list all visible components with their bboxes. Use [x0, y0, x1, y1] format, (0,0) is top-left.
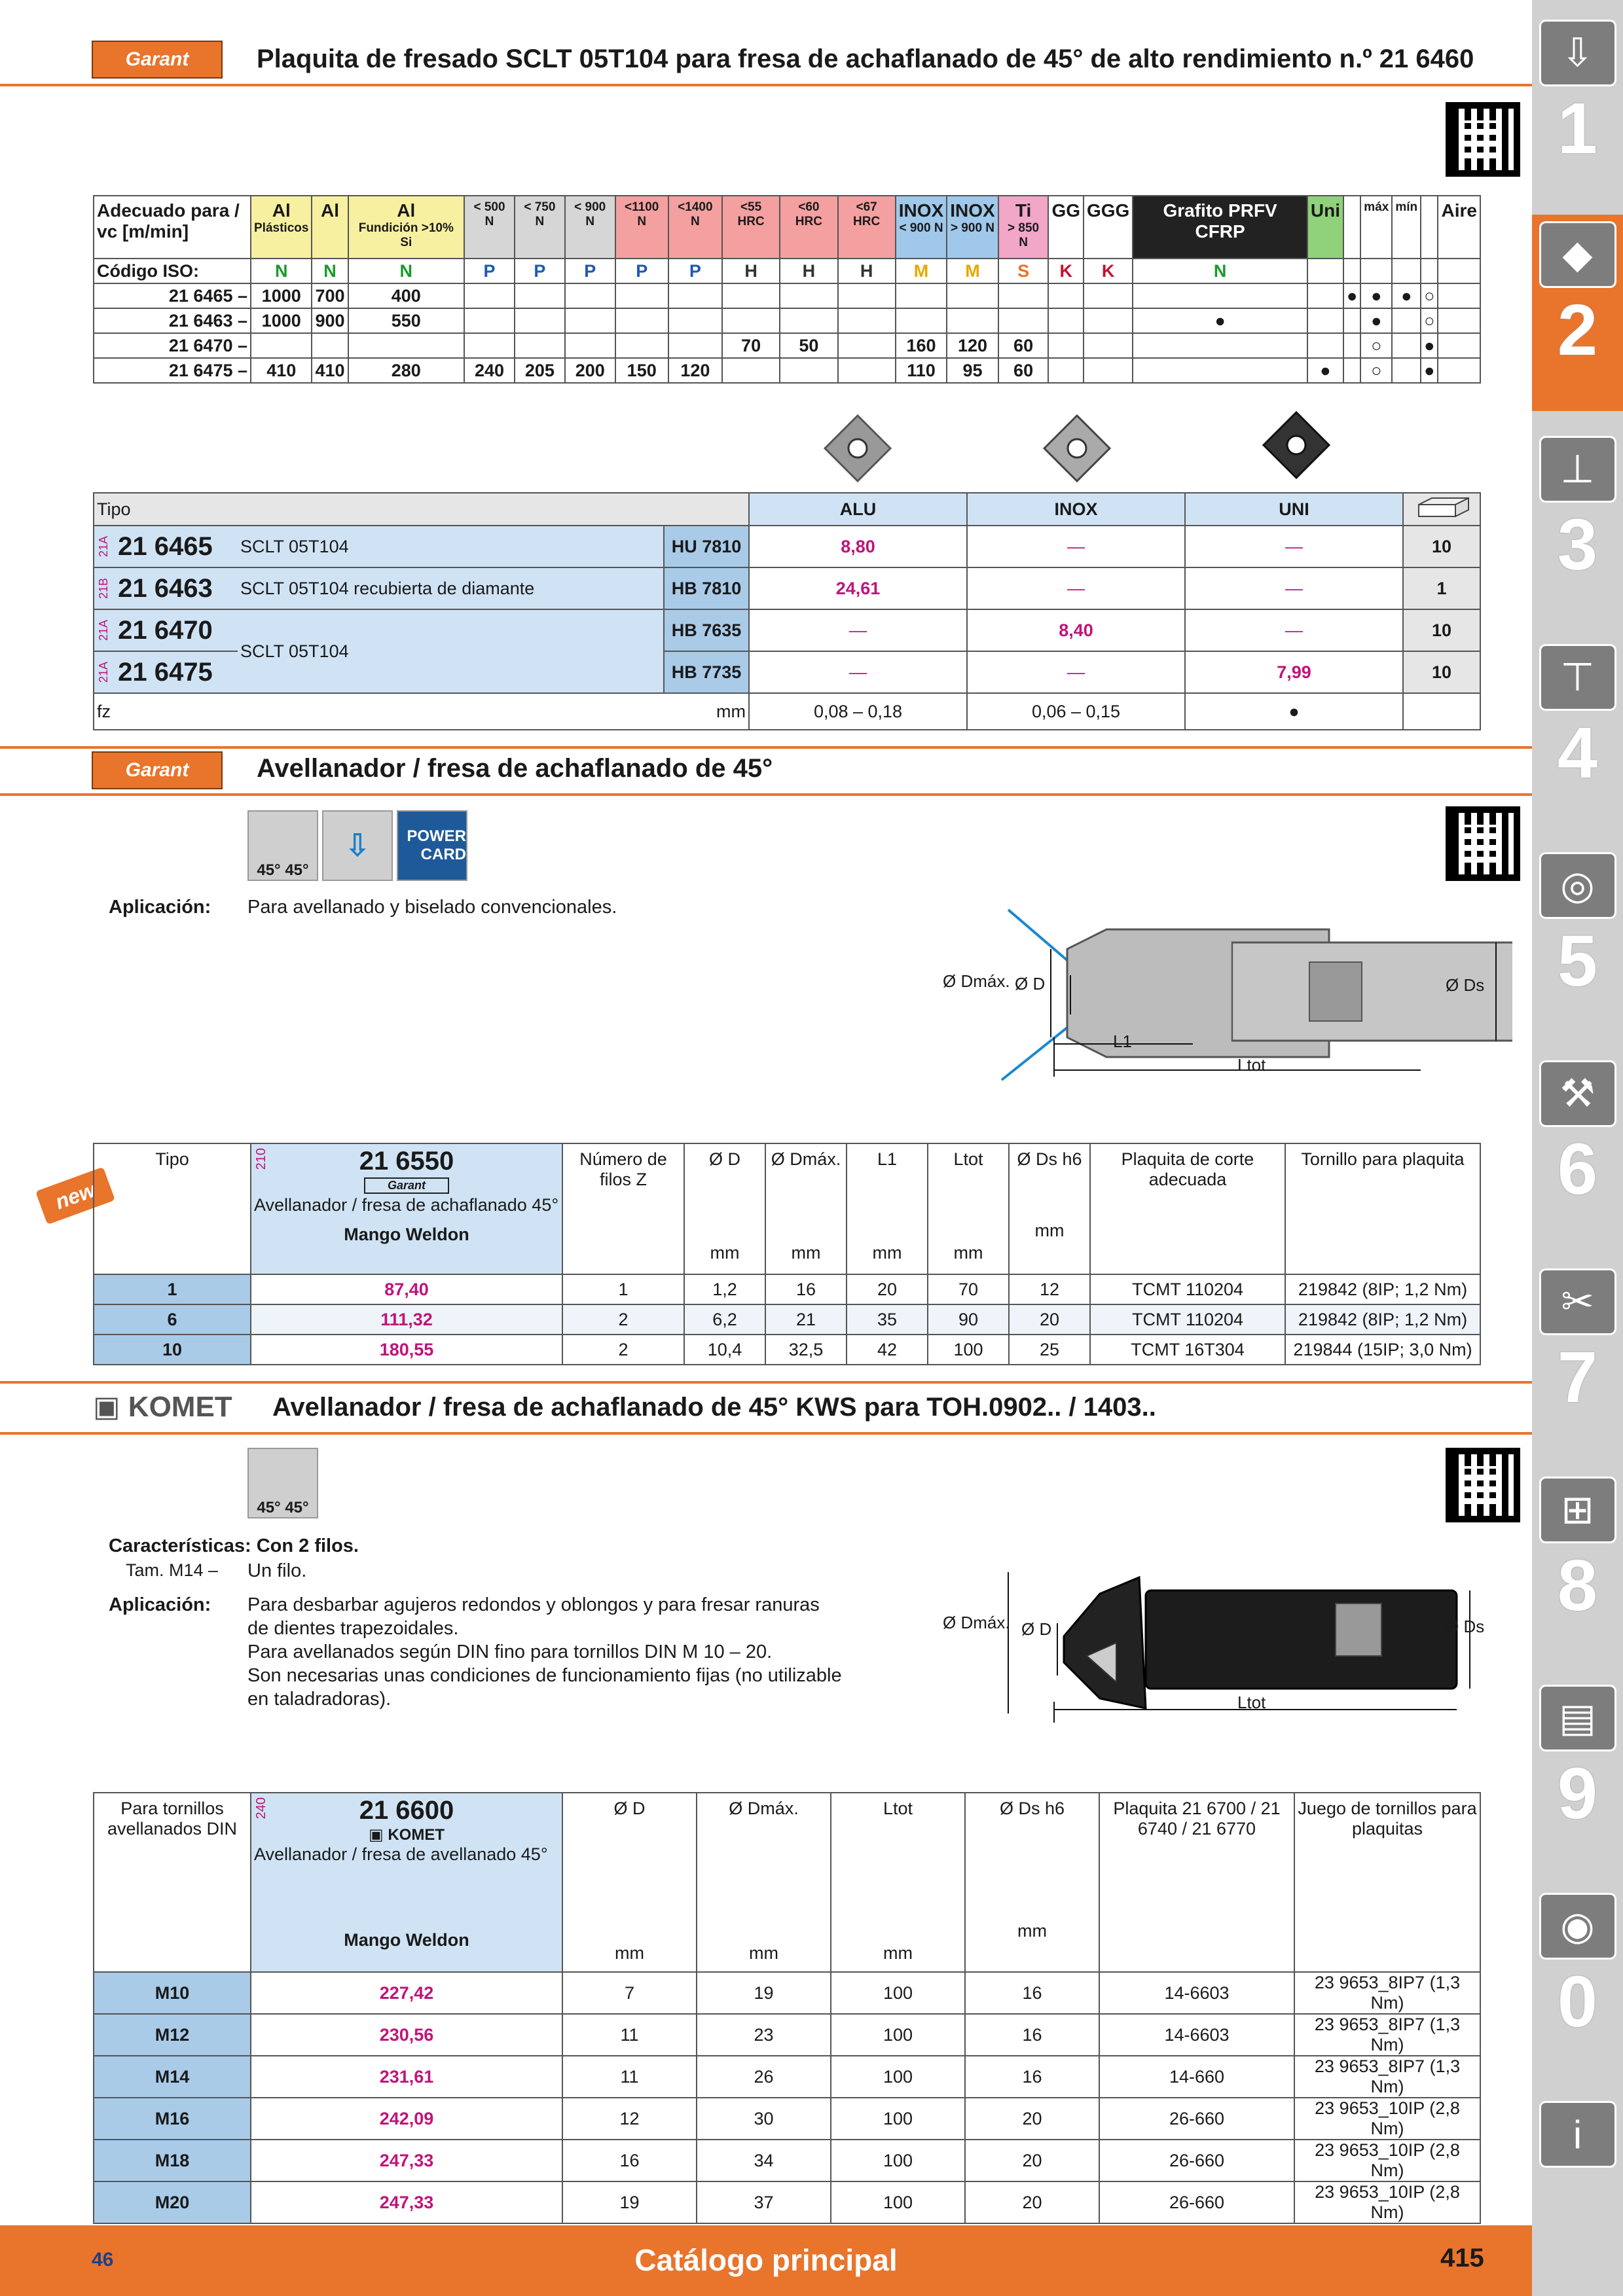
application-text: Para avellanado y biselado convencionales. [247, 897, 617, 918]
safety-icon: ◉ [1539, 1893, 1616, 1960]
chapter-number: 3 [1557, 505, 1598, 585]
col-uni: UNI [1185, 493, 1403, 526]
iso-code: H [838, 259, 896, 283]
section-title-1: Plaquita de fresado SCLT 05T104 para fresa de achaflanado de 45° de alto rendimiento n.º 21 6460 [257, 45, 1474, 73]
iso-code [1392, 259, 1421, 283]
material-row: 21 6463 – 1000 900 550 ● ● ○ [94, 308, 1480, 333]
chapter-tab-3[interactable] [1532, 429, 1623, 619]
l1-label-1: L1 [1113, 1031, 1132, 1051]
iso-code: S [998, 259, 1049, 283]
fz-label: fz [94, 693, 664, 730]
footer-title: Catálogo principal [634, 2243, 898, 2277]
chapter-tab-2[interactable] [1532, 215, 1623, 411]
material-col-12: INOX > 900 N [947, 196, 998, 259]
application-line-2: de dientes trapezoidales. [247, 1618, 459, 1639]
new-badge: new [35, 1167, 115, 1225]
ds-label-2: Ø Ds [1446, 1617, 1485, 1636]
col-para: Para tornillos avellanados DIN [94, 1793, 251, 1972]
caliper-icon: ⊤ [1539, 644, 1616, 711]
chapter-tab-1[interactable] [1532, 13, 1623, 203]
insert-grade: HB 7810 [664, 567, 749, 609]
workbench-icon: ⊞ [1539, 1477, 1616, 1543]
chapter-tab-5[interactable] [1532, 846, 1623, 1035]
iso-code: M [947, 259, 998, 283]
iso-code: H [780, 259, 837, 283]
fz-uni: ● [1185, 693, 1403, 730]
table-row: 6 111,32 2 6,2 21 35 90 20 TCMT 110204 219842 (8IP; 1,2 Nm) [94, 1304, 1480, 1335]
iso-code: N [251, 259, 312, 283]
ds-label-1: Ø Ds [1446, 975, 1485, 995]
material-col-4: < 750 N [515, 196, 565, 259]
box-icon [1403, 493, 1480, 526]
table-row: M16 242,09 12 30 100 20 26-660 23 9653_10IP (2,8 Nm) [94, 2098, 1480, 2140]
material-col-8: <55 HRC [722, 196, 780, 259]
chapter-tab-6[interactable] [1532, 1054, 1623, 1244]
insert-icon: ◆ [1539, 221, 1616, 288]
insert-row: 21B 21 6463 SCLT 05T104 recubierta de diamante HB 7810 24,61 — — 1 [94, 567, 1480, 609]
countersink-drawing [936, 903, 1512, 1086]
material-col-18 [1343, 196, 1360, 259]
drill-icon: ⇩ [1539, 20, 1616, 86]
insert-desc: SCLT 05T104 [238, 609, 664, 693]
chapter-number: 4 [1557, 713, 1598, 793]
page-number-left: 46 [92, 2249, 114, 2270]
material-col-13: Ti > 850 N [998, 196, 1049, 259]
divider [0, 746, 1532, 749]
table-row: 10 180,55 2 10,4 32,5 42 100 25 TCMT 16T304 219844 (15IP; 3,0 Nm) [94, 1335, 1480, 1365]
info-icon: i [1539, 2101, 1616, 2168]
d-label-1: Ø D [1015, 974, 1046, 994]
material-table [93, 195, 1481, 384]
countersink-table: Tipo 210 21 6550 Garant Avellanador / fresa de achaflanado 45° Mango Weldon Número de filos Z Ø D mm Ø Dmáx. mm L1 mm Ltot mm Ø Ds h6 mm Plaquita de corte adecuada Tornillo para plaquita 1 87,40 1 1,2 16 20 70 12 TCMT 110204 219842 (8IP; 1,2 Nm) 6 111,32 2 6,2 21 35 90 20 TCMT 110204 219842 (8IP; 1,2 Nm) 10 180,55 2 10,4 32,5 42 100 25 TCMT 16T304 219844 (15IP; 3,0 Nm) [93, 1143, 1481, 1365]
insert-desc: SCLT 05T104 recubierta de diamante [238, 567, 664, 609]
material-row: 21 6465 – 1000 700 400 ● ● ● ○ [94, 283, 1480, 308]
chapter-number: 5 [1557, 921, 1598, 1001]
tap-icon: ⊥ [1539, 436, 1616, 503]
iso-code: K [1048, 259, 1084, 283]
section-title-3: Avellanador / fresa de achaflanado de 45° KWS para TOH.0902.. / 1403.. [272, 1393, 1156, 1422]
insert-alu-image [822, 412, 894, 484]
power-card-icon: POWER CARD [397, 810, 467, 881]
d-label-2: Ø D [1021, 1619, 1052, 1639]
col-tipo: Tipo [94, 493, 749, 526]
material-col-22: Aire [1438, 196, 1480, 259]
qr-code [1446, 102, 1520, 177]
chamfer-45-icon: 45° 45° [247, 1448, 318, 1518]
ltot-label-1: Ltot [1237, 1055, 1266, 1075]
material-col-6: <1100 N [615, 196, 668, 259]
chamfer-45-icon: 45° 45° [247, 810, 318, 881]
size-label: Tam. M14 – [126, 1560, 219, 1580]
chapter-tab-7[interactable] [1532, 1262, 1623, 1452]
divider [0, 1381, 1532, 1384]
chapter-number: 1 [1557, 88, 1598, 169]
iso-code: P [515, 259, 565, 283]
col-tipo: Tipo [94, 1143, 251, 1274]
iso-code: N [312, 259, 348, 283]
ltot-label-2: Ltot [1237, 1693, 1266, 1712]
material-col-0: Al Plásticos [251, 196, 312, 259]
qr-code [1446, 1448, 1520, 1522]
iso-code: H [722, 259, 780, 283]
iso-code [1307, 259, 1343, 283]
product-header: 210 21 6550 Garant Avellanador / fresa de achaflanado 45° Mango Weldon [251, 1143, 562, 1274]
komet-countersink-table: Para tornillos avellanados DIN 240 21 6600 ▣ KOMET Avellanador / fresa de avellanado 45° Mango Weldon Ø D mm Ø Dmáx. mm Ltot mm Ø Ds h6 mm Plaquita 21 6700 / 21 6740 / 21 6770 Juego de tornillos para plaquitas M10 227,42 7 19 100 16 14-6603 23 9653_8IP7 (1,3 Nm) M12 230,56 11 23 100 16 14-6603 23 9653_8IP7 (1,3 Nm) M14 231,61 11 26 100 16 14-660 23 9653_8IP7 (1,3 Nm) M16 242,09 12 30 100 20 26-660 23 9653_10IP (2,8 Nm) M18 247,33 16 34 100 20 26-660 23 9653_10IP (2,8 Nm) M20 247,33 19 37 100 20 26-660 23 9653_10IP (2,8 Nm) [93, 1792, 1481, 2224]
cabinet-icon: ▤ [1539, 1685, 1616, 1751]
chapter-number: 9 [1557, 1753, 1598, 1834]
iso-code: P [464, 259, 515, 283]
application-line-4: Son necesarias unas condiciones de funcionamiento fijas (no utilizable [247, 1665, 842, 1686]
features-label: Características: Con 2 filos. [109, 1535, 359, 1556]
product-header: 240 21 6600 ▣ KOMET Avellanador / fresa de avellanado 45° Mango Weldon [251, 1793, 562, 1972]
iso-code: N [348, 259, 465, 283]
application-label: Aplicación: [109, 897, 211, 918]
material-col-16: Grafito PRFV CFRP [1133, 196, 1307, 259]
material-col-20: mín [1392, 196, 1421, 259]
wrench-icon: ⚒ [1539, 1060, 1616, 1127]
material-col-15: GGG [1084, 196, 1133, 259]
material-col-1: Al [312, 196, 348, 259]
material-row: 21 6475 – 410 410 280 240 205 200 150 120 110 95 60 ● ○ ● [94, 358, 1480, 383]
chapter-number: 2 [1557, 290, 1598, 370]
fz-alu: 0,08 – 0,18 [749, 693, 967, 730]
dmax-label-1: Ø Dmáx. [943, 971, 1010, 991]
material-col-7: <1400 N [668, 196, 722, 259]
insert-price-table [93, 492, 1481, 730]
material-col-2: Al Fundición >10% Si [348, 196, 465, 259]
insert-grade: HB 7735 [664, 651, 749, 693]
col-z: Número de filos Z [562, 1143, 684, 1274]
table-row: M14 231,61 11 26 100 16 14-660 23 9653_8IP7 (1,3 Nm) [94, 2056, 1480, 2098]
garant-logo: Garant [92, 41, 223, 79]
col-alu: ALU [749, 493, 967, 526]
chapter-tab-4[interactable] [1532, 637, 1623, 827]
iso-code: M [896, 259, 947, 283]
insert-row: 21A 21 6470 SCLT 05T104 HB 7635 — 8,40 — 10 [94, 609, 1480, 651]
qr-code [1446, 806, 1520, 881]
application-line-1: Para desbarbar agujeros redondos y oblongos y para fresar ranuras [247, 1594, 820, 1615]
iso-code [1421, 259, 1438, 283]
mm-unit: mm [664, 693, 749, 730]
col-inox: INOX [967, 493, 1185, 526]
material-col-19: máx [1360, 196, 1392, 259]
iso-code: N [1133, 259, 1307, 283]
suitable-label: Adecuado para / vc [m/min] [94, 196, 251, 259]
iso-code: K [1084, 259, 1133, 283]
table-row: M20 247,33 19 37 100 20 26-660 23 9653_10IP (2,8 Nm) [94, 2181, 1480, 2223]
material-col-11: INOX < 900 N [896, 196, 947, 259]
iso-code [1343, 259, 1360, 283]
application-line-5: en taladradoras). [247, 1689, 392, 1710]
iso-code [1438, 259, 1480, 283]
iso-code: P [615, 259, 668, 283]
coolant-icon: ⇩ [322, 810, 393, 881]
chapter-tab-i[interactable] [1532, 2094, 1623, 2284]
application-line-3: Para avellanados según DIN fino para tornillos DIN M 10 – 20. [247, 1641, 773, 1662]
material-col-3: < 500 N [464, 196, 515, 259]
komet-countersink-drawing [936, 1558, 1512, 1728]
material-col-9: <60 HRC [780, 196, 837, 259]
chapter-tab-9[interactable] [1532, 1678, 1623, 1868]
garant-logo: Garant [92, 751, 223, 789]
chapter-number: 0 [1557, 1962, 1598, 2042]
fz-inox: 0,06 – 0,15 [967, 693, 1185, 730]
insert-desc: SCLT 05T104 [238, 526, 664, 567]
table-row: M12 230,56 11 23 100 16 14-6603 23 9653_8IP7 (1,3 Nm) [94, 2014, 1480, 2056]
chapter-tab-0[interactable] [1532, 1886, 1623, 2076]
application-label: Aplicación: [109, 1594, 211, 1615]
komet-logo: ▣ KOMET [93, 1391, 232, 1423]
iso-code: P [565, 259, 615, 283]
material-col-5: < 900 N [565, 196, 615, 259]
material-col-17: Uni [1307, 196, 1343, 259]
page-number-right: 415 [1440, 2244, 1484, 2272]
divider [0, 793, 1532, 796]
insert-inox-image [1041, 412, 1113, 484]
saw-icon: ◎ [1539, 852, 1616, 919]
insert-grade: HB 7635 [664, 609, 749, 651]
table-row: 1 87,40 1 1,2 16 20 70 12 TCMT 110204 219842 (8IP; 1,2 Nm) [94, 1274, 1480, 1304]
size-text: Un filo. [247, 1560, 307, 1581]
page-footer [0, 2225, 1532, 2296]
iso-code: P [668, 259, 722, 283]
chapter-number: 8 [1557, 1545, 1598, 1626]
dmax-label-2: Ø Dmáx. [943, 1613, 1010, 1632]
pliers-icon: ✂ [1539, 1268, 1616, 1335]
divider [0, 1432, 1532, 1435]
material-col-21 [1421, 196, 1438, 259]
iso-label: Código ISO: [94, 259, 251, 283]
section-title-2: Avellanador / fresa de achaflanado de 45° [257, 754, 773, 783]
iso-code [1360, 259, 1392, 283]
material-col-14: GG [1048, 196, 1084, 259]
chapter-tab-8[interactable] [1532, 1470, 1623, 1660]
insert-row: 21A 21 6475 HB 7735 — — 7,99 10 [94, 651, 1480, 693]
divider [0, 84, 1532, 86]
material-row: 21 6470 – 70 50 160 120 60 ○ ● [94, 333, 1480, 358]
insert-uni-image [1260, 409, 1332, 481]
material-col-10: <67 HRC [838, 196, 896, 259]
insert-grade: HU 7810 [664, 526, 749, 567]
chapter-number: 6 [1557, 1129, 1598, 1210]
insert-row: 21A 21 6465 SCLT 05T104 HU 7810 8,80 — — 10 [94, 526, 1480, 567]
chapter-number: 7 [1557, 1337, 1598, 1418]
table-row: M10 227,42 7 19 100 16 14-6603 23 9653_8IP7 (1,3 Nm) [94, 1972, 1480, 2014]
table-row: M18 247,33 16 34 100 20 26-660 23 9653_10IP (2,8 Nm) [94, 2140, 1480, 2181]
